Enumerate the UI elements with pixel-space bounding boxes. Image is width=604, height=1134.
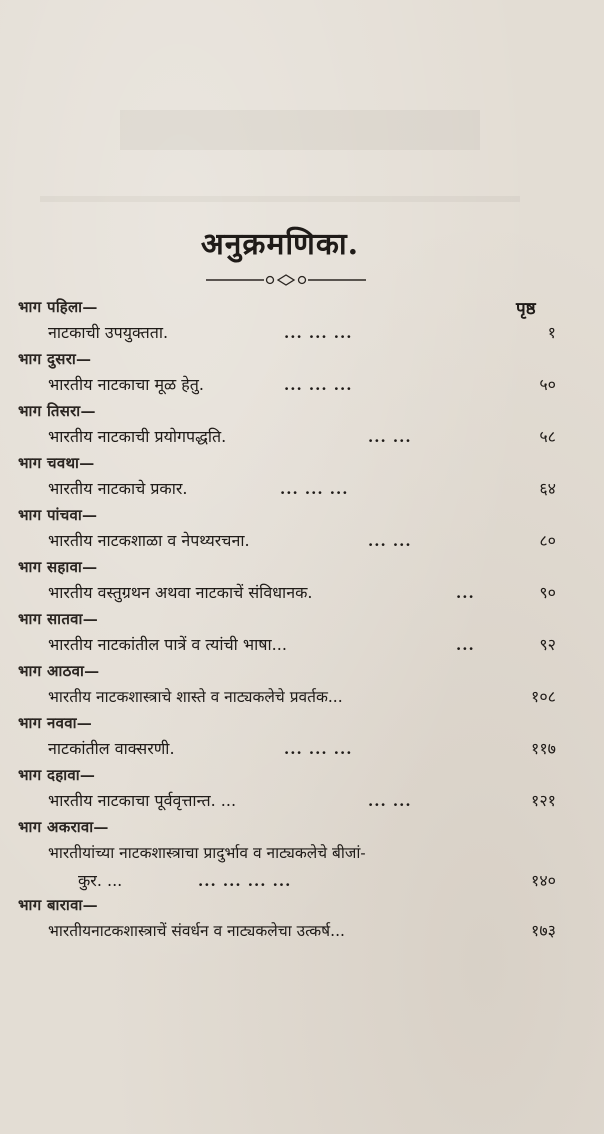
bleed-through-heading — [120, 110, 480, 150]
entry-title: भारतीयांच्या नाटकशास्त्राचा प्रादुर्भाव व नाट्यकलेचे बीजां- — [48, 844, 366, 862]
entry-title: भारतीय नाटकाचा मूळ हेतु. — [48, 375, 204, 394]
leader-dots: ... ... — [368, 792, 412, 810]
part-label: भाग आठवा— — [18, 662, 100, 680]
toc-entry[interactable] — [18, 630, 558, 660]
entry-title-continuation: कुर. ... — [78, 871, 123, 890]
entry-title: नाटकाची उपयुक्तता. — [48, 323, 169, 342]
entry-title: भारतीय नाटकशाळा व नेपथ्यरचना. — [48, 531, 250, 550]
part-label: भाग पहिला— — [18, 298, 98, 316]
leader-dots: ... — [456, 584, 475, 602]
part-label: भाग सहावा— — [18, 558, 98, 576]
toc-entry[interactable] — [18, 578, 558, 608]
toc-entry[interactable] — [18, 422, 558, 452]
part-label: भाग सातवा— — [18, 610, 98, 628]
leader-dots: ... ... ... — [284, 376, 353, 394]
bleed-through-line — [40, 196, 520, 202]
entry-title: भारतीय नाटकांतील पात्रें व त्यांची भाषा... — [48, 635, 287, 654]
toc-entry[interactable] — [18, 526, 558, 556]
leader-dots: ... ... ... — [280, 480, 349, 498]
part-label: भाग अकरावा— — [18, 818, 109, 836]
part-label: भाग चवथा— — [18, 454, 95, 472]
entry-page-number: १४० — [531, 871, 556, 890]
part-label: भाग बारावा— — [18, 896, 98, 914]
part-label: भाग दुसरा— — [18, 350, 92, 368]
part-label: भाग तिसरा— — [18, 402, 96, 420]
toc-entry[interactable] — [18, 318, 558, 348]
toc-entry[interactable] — [18, 786, 558, 816]
toc-entry[interactable] — [18, 370, 558, 400]
entry-title: भारतीयनाटकशास्त्राचें संवर्धन व नाट्यकलेचा उत्कर्ष... — [48, 922, 345, 940]
entry-page-number: ५० — [539, 375, 556, 394]
toc-entry[interactable] — [18, 734, 558, 764]
part-label: भाग पांचवा— — [18, 506, 98, 524]
entry-title: भारतीय वस्तुग्रथन अथवा नाटकाचें संविधानक. — [48, 583, 313, 602]
entry-page-number: ११७ — [531, 739, 556, 758]
table-of-contents — [18, 296, 558, 946]
entry-page-number: १७३ — [531, 921, 556, 940]
entry-page-number: ६४ — [539, 479, 556, 498]
toc-entry[interactable] — [18, 916, 558, 946]
ornament-divider-icon — [206, 272, 366, 288]
entry-page-number: ९२ — [539, 635, 556, 654]
entry-page-number: १२१ — [531, 791, 556, 810]
page-column-heading: पृष्ठ — [516, 299, 536, 319]
entry-title: भारतीय नाटकाची प्रयोगपद्धति. — [48, 427, 227, 446]
page-title: अनुक्रमणिका. — [200, 227, 360, 262]
leader-dots: ... ... ... — [284, 324, 353, 342]
leader-dots: ... ... ... ... — [198, 872, 292, 890]
entry-page-number: ८० — [539, 531, 556, 550]
entry-title: भारतीय नाटकशास्त्राचे शास्ते व नाट्यकलेचे प्रवर्तक... — [48, 688, 343, 706]
leader-dots: ... ... ... — [284, 740, 353, 758]
toc-entry[interactable] — [18, 474, 558, 504]
entry-title: नाटकांतील वाक्सरणी. — [48, 739, 175, 758]
entry-page-number: १०८ — [531, 687, 556, 706]
entry-page-number: ९० — [539, 583, 556, 602]
leader-dots: ... — [456, 636, 475, 654]
leader-dots: ... ... — [368, 428, 412, 446]
entry-page-number: ५८ — [539, 427, 556, 446]
leader-dots: ... ... — [368, 532, 412, 550]
toc-entry[interactable] — [18, 838, 558, 894]
part-label: भाग नववा— — [18, 714, 93, 732]
entry-page-number: १ — [547, 323, 556, 342]
entry-title: भारतीय नाटकाचा पूर्ववृत्तान्त. ... — [48, 791, 237, 810]
toc-entry[interactable] — [18, 682, 558, 712]
entry-title: भारतीय नाटकाचे प्रकार. — [48, 479, 188, 498]
part-label: भाग दहावा— — [18, 766, 96, 784]
